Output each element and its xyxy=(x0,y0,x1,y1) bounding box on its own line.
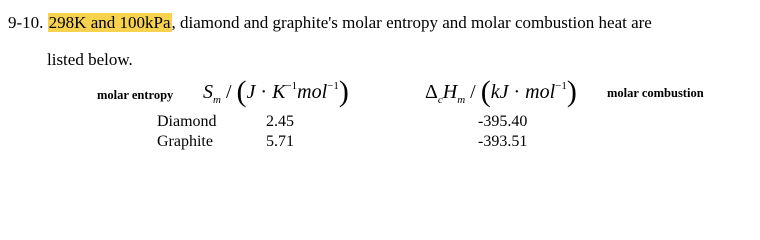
mol-exponent: −1 xyxy=(327,80,339,92)
highlighted-conditions: 298K and 100kPa xyxy=(48,13,171,32)
heat-value-diamond: -395.40 xyxy=(478,113,528,130)
row-name-graphite: Graphite xyxy=(157,133,213,150)
enthalpy-subscript: m xyxy=(457,94,466,106)
question-continuation: listed below. xyxy=(47,50,133,69)
entropy-value-graphite: 5.71 xyxy=(266,133,294,150)
row-name-diamond: Diamond xyxy=(157,113,217,130)
unit-kilojoule: kJ xyxy=(490,81,509,103)
delta-symbol: Δ xyxy=(425,81,438,103)
unit-mol: mol xyxy=(525,81,556,103)
entropy-value-diamond: 2.45 xyxy=(266,113,294,130)
combustion-subscript: c xyxy=(437,94,443,106)
heat-label: molar combustion xyxy=(607,86,704,100)
kelvin-exponent: −1 xyxy=(285,80,298,92)
entropy-unit-formula: $S_m / (J \cdot K^{-1}mol^{-1})$ xyxy=(203,75,349,108)
unit-kelvin: K xyxy=(272,81,286,103)
question-number: 9-10. xyxy=(8,13,44,32)
entropy-symbol: S xyxy=(203,81,213,103)
question-text: , diamond and graphite's molar entropy and molar combustion heat are xyxy=(171,13,652,32)
enthalpy-symbol: H xyxy=(442,81,458,103)
heat-unit-formula: $\Delta_cH_m / (kJ \cdot mol^{-1})$ xyxy=(425,75,577,108)
heat-value-graphite: -393.51 xyxy=(478,133,528,150)
entropy-subscript: m xyxy=(213,94,221,106)
mol-exponent: −1 xyxy=(555,80,567,92)
unit-mol: mol xyxy=(297,81,328,103)
unit-joule: J xyxy=(246,81,256,103)
entropy-label: molar entropy xyxy=(97,88,174,102)
question-line xyxy=(8,13,652,33)
